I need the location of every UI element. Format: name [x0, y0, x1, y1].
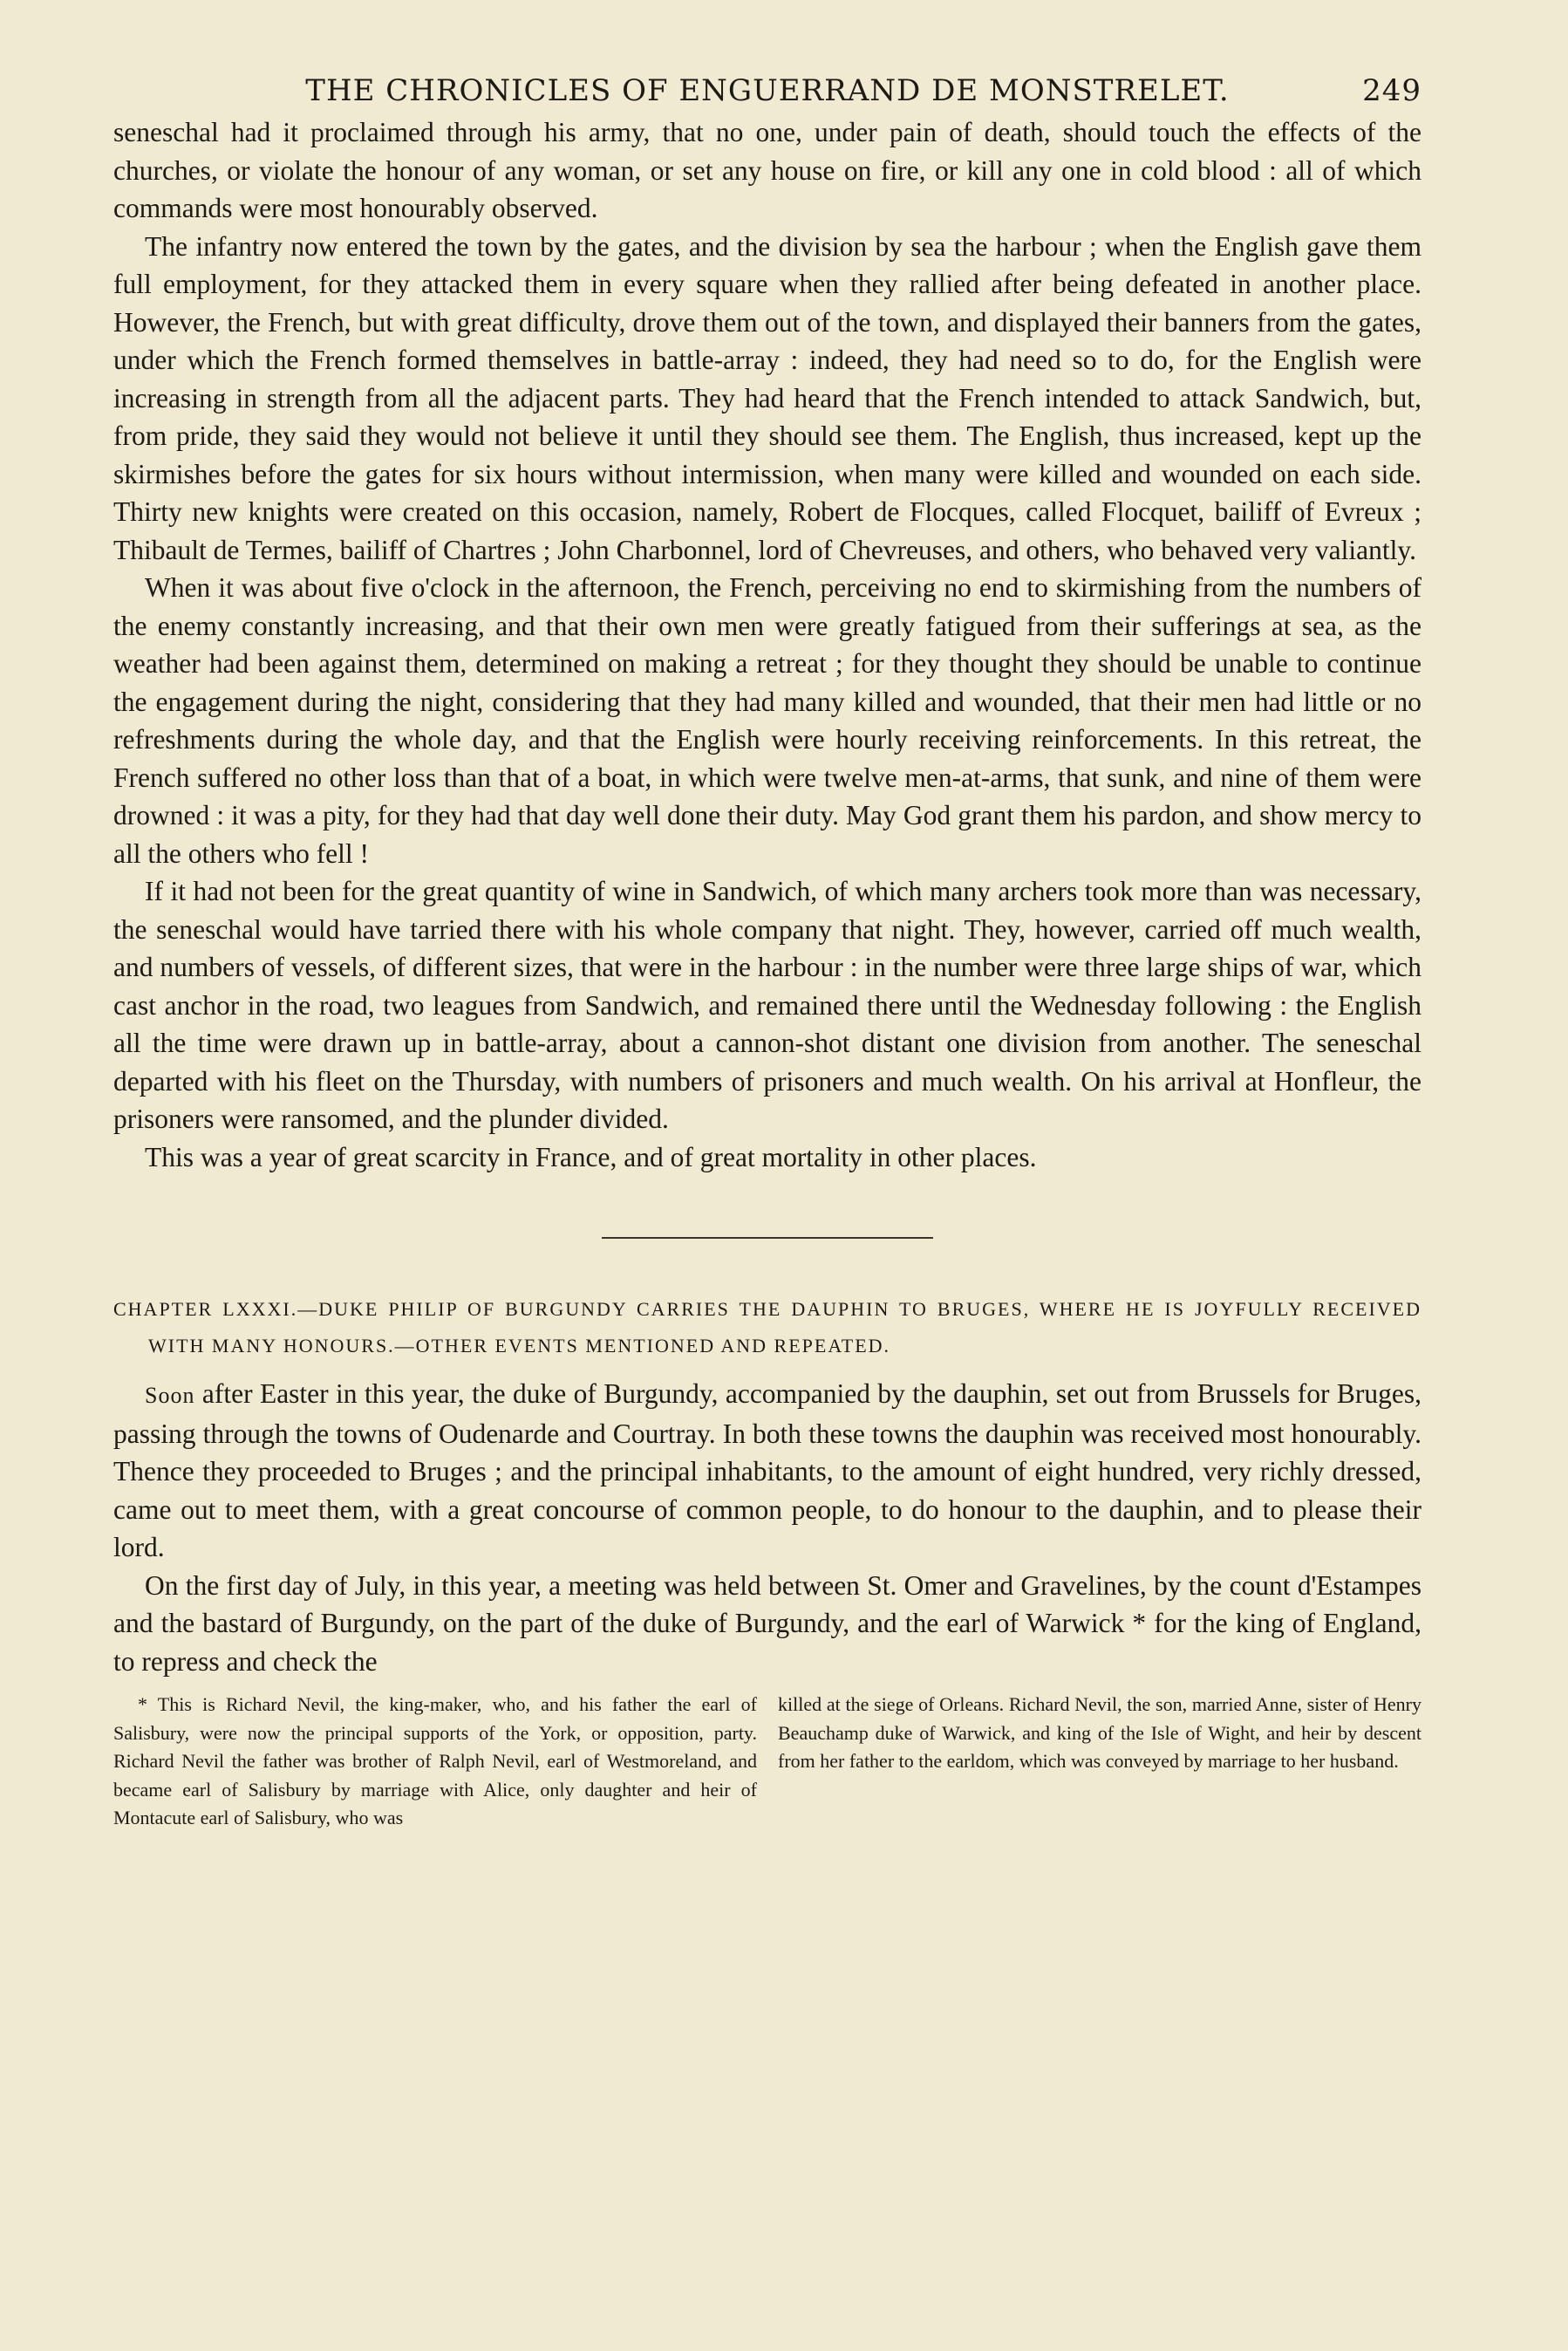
running-title: THE CHRONICLES OF ENGUERRAND DE MONSTRELET. [305, 73, 1230, 108]
chapter-paragraph-2: On the first day of July, in this year, a meeting was held between St. Omer and Gravelines, by the count d'Estampes and the bastard of Burgundy, on the part of the duke of Burgundy, and the earl of Warwick * for the king of England, to repress and check the [113, 1569, 1421, 1677]
chapter-paragraph-1 [113, 1375, 1421, 1567]
section-divider [602, 1237, 933, 1239]
footnote-right-column: killed at the siege of Orleans. Richard Nevil, the son, married Anne, sister of Henry Beauchamp duke of Warwick, and king of the Isle of Wight, and heir by descent from her father to the earldom, which was conveyed by marriage to her husband. [778, 1693, 1421, 1772]
page-number: 249 [1362, 73, 1421, 108]
footnotes [113, 1691, 1421, 1833]
paragraph-5: This was a year of great scarcity in France, and of great mortality in other places. [145, 1141, 1037, 1172]
paragraph-4: If it had not been for the great quantity of wine in Sandwich, of which many archers took more than was necessary, the seneschal would have tarried there with his whole company that night. They, however, carried off much wealth, and numbers of vessels, of different sizes, that were in the harbour : in the number were three large ships of war, which cast anchor in the road, two leagues from Sandwich, and remained there until the Wednesday following : the English all the time were drawn up in battle-array, about a cannon-shot distant one division from another. The seneschal departed with his fleet on the Thursday, with numbers of prisoners and much wealth. On his arrival at Honfleur, the prisoners were ransomed, and the plunder divided. [113, 876, 1421, 1134]
chapter-first-word: Soon [145, 1383, 195, 1408]
chapter-heading: CHAPTER LXXXI.—DUKE PHILIP OF BURGUNDY CARRIES THE DAUPHIN TO BRUGES, WHERE HE IS JOYFULLY RECEIVED WITH MANY HONOURS.—OTHER EVENTS MENTIONED AND REPEATED. [113, 1298, 1421, 1357]
running-head [113, 61, 1421, 113]
footnote-left-column: * This is Richard Nevil, the king-maker, who, and his father the earl of Salisbury, were now the principal supports of the York, or opposition, party. Richard Nevil the father was brother of Ralph Nevil, earl of Westmoreland, and became earl of Salisbury by marriage with Alice, only daughter and heir of Montacute earl of Salisbury, who was [113, 1693, 757, 1828]
paragraph-1: seneschal had it proclaimed through his army, that no one, under pain of death, should touch the effects of the churches, or violate the honour of any woman, or set any house on fire, or kill any one in cold blood : all of which commands were most honourably observed. [113, 117, 1421, 223]
paragraph-2: The infantry now entered the town by the gates, and the division by sea the harbour ; when the English gave them full employment, for they attacked them in every square when they rallied after being defeated in another place. However, the French, but with great difficulty, drove them out of the town, and displayed their banners from the gates, under which the French formed themselves in battle-array : indeed, they had need so to do, for the English were increasing in strength from all the adjacent parts. They had heard that the French intended to attack Sandwich, but, from pride, they said they would not believe it until they should see them. The English, thus increased, kept up the skirmishes before the gates for six hours without intermission, when many were killed and wounded on each side. Thirty new knights were created on this occasion, namely, Robert de Flocques, called Flocquet, bailiff of Evreux ; Thibault de Termes, bailiff of Chartres ; John Charbonnel, lord of Chevreuses, and others, who behaved very valiantly. [113, 230, 1421, 565]
chapter-paragraph-1-text: after Easter in this year, the duke of Burgundy, accompanied by the dauphin, set out from Brussels for Bruges, passing through the towns of Oudenarde and Courtray. In both these towns the dauphin was received most honourably. Thence they proceeded to Bruges ; and the principal inhabitants, to the amount of eight hundred, very richly dressed, came out to meet them, with a great concourse of common people, to do honour to the dauphin, and to please their lord. [113, 1378, 1421, 1562]
paragraph-3: When it was about five o'clock in the afternoon, the French, perceiving no end to skirmishing from the numbers of the enemy constantly increasing, and that their own men were greatly fatigued from their sufferings at sea, as the weather had been against them, determined on making a retreat ; for they thought they should be unable to continue the engagement during the night, considering that they had many killed and wounded, that their men had little or no refreshments during the whole day, and that the English were hourly receiving reinforcements. In this retreat, the French suffered no other loss than that of a boat, in which were twelve men-at-arms, that sunk, and nine of them were drowned : it was a pity, for they had that day well done their duty. May God grant them his pardon, and show mercy to all the others who fell ! [113, 572, 1421, 869]
book-page [113, 61, 1421, 1833]
